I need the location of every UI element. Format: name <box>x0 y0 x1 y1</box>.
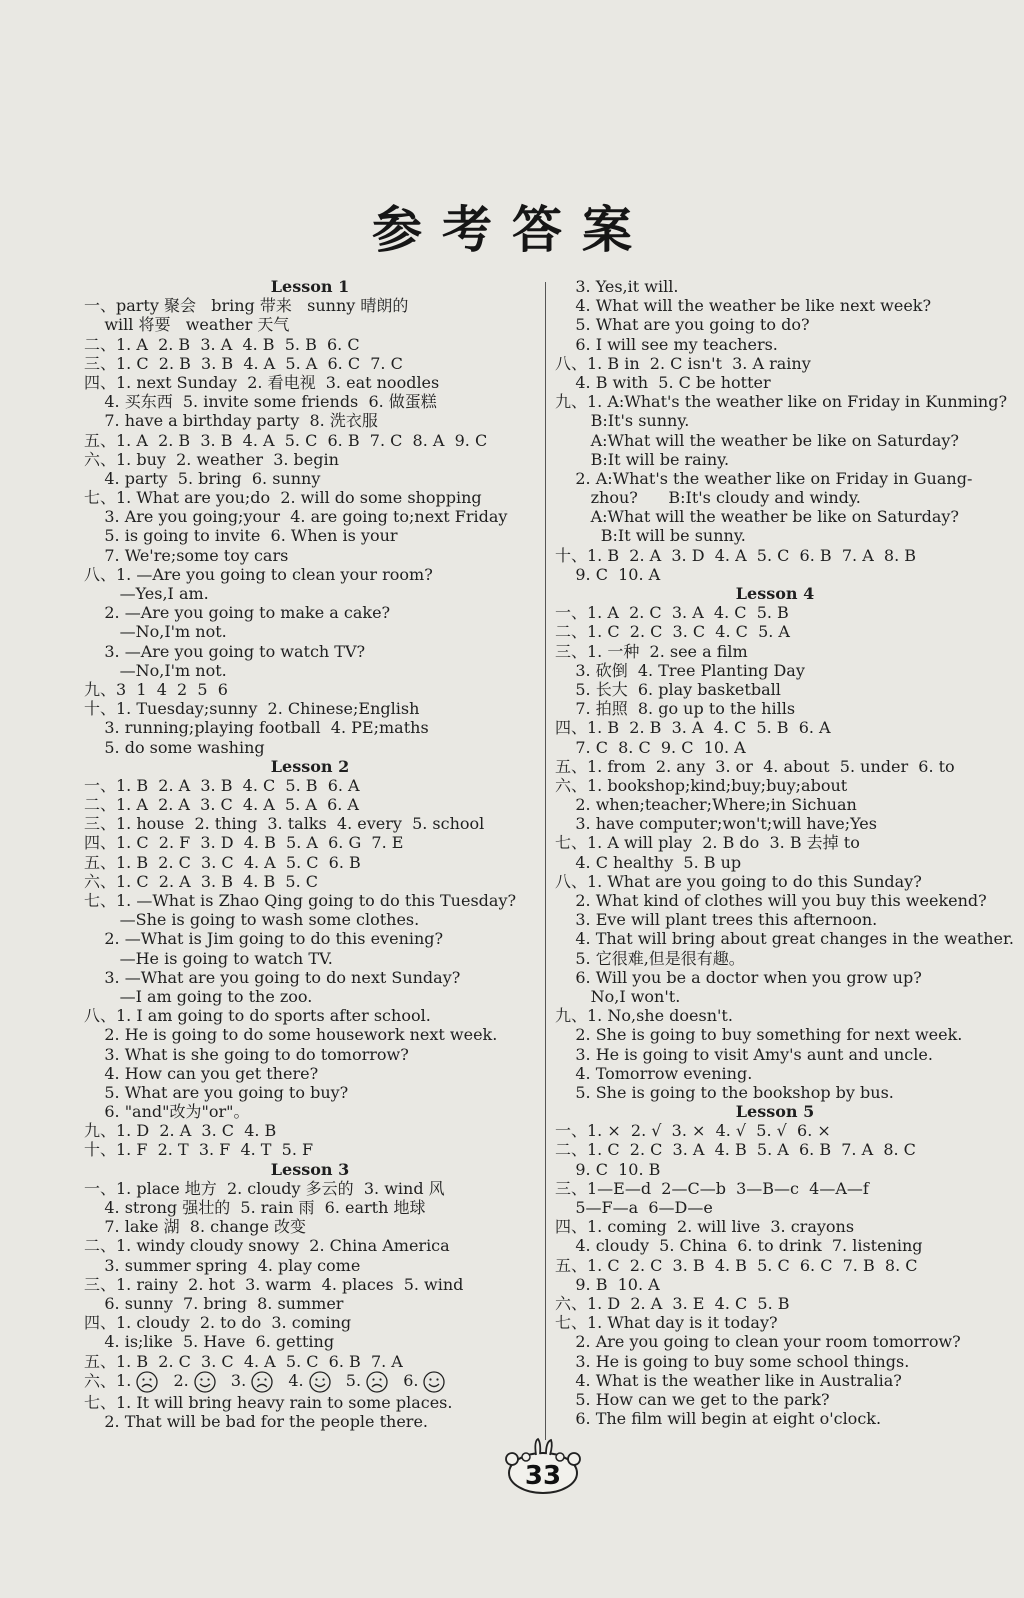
page-number-badge <box>498 1437 588 1497</box>
answer-line: 6. "and"改为"or"。 <box>84 1102 250 1122</box>
answer-line: 4. B with 5. C be hotter <box>555 372 771 392</box>
answer-line: 十、1. B 2. A 3. D 4. A 5. C 6. B 7. A 8. B <box>555 545 917 565</box>
answer-line: 2. He is going to do some housework next week. <box>84 1025 498 1045</box>
answer-line: 7. C 8. C 9. C 10. A <box>555 737 746 757</box>
answer-line: —No,I'm not. <box>84 622 227 642</box>
answer-line: 四、1. C 2. F 3. D 4. B 5. A 6. G 7. E <box>84 833 404 853</box>
sad-face-icon <box>133 1371 161 1393</box>
answer-line: 八、1. I am going to do sports after school. <box>84 1006 431 1026</box>
left-column <box>84 277 536 1431</box>
answer-line: B:It will be sunny. <box>555 526 746 546</box>
answer-line: 4. 买东西 5. invite some friends 6. 做蛋糕 <box>84 392 437 412</box>
answer-line: A:What will the weather be like on Saturday? <box>555 507 959 527</box>
answer-line: B:It's sunny. <box>555 411 690 431</box>
sad-face-icon <box>248 1371 276 1393</box>
answer-line: —Yes,I am. <box>84 584 209 603</box>
lesson-3-continued-answers <box>555 277 1008 584</box>
answer-line: 9. B 10. A <box>555 1274 660 1294</box>
answer-line: 十、1. F 2. T 3. F 4. T 5. F <box>84 1140 314 1160</box>
answer-line: 9. C 10. A <box>555 564 661 584</box>
answer-line: 4. That will bring about great changes in the weather. <box>555 929 1014 949</box>
answer-line: 7. We're;some toy cars <box>84 545 289 565</box>
answer-line: 5. do some washing <box>84 737 265 757</box>
answer-line: 3. 砍倒 4. Tree Planting Day <box>555 660 805 680</box>
answer-line: 三、1. house 2. thing 3. talks 4. every 5. school <box>84 814 485 834</box>
face-number: 6. <box>403 1371 419 1391</box>
face-number: 1. <box>116 1371 132 1391</box>
answer-line: 5—F—a 6—D—e <box>555 1198 713 1217</box>
lesson-3-answers-tail <box>84 1393 536 1431</box>
answer-line: 3. summer spring 4. play come <box>84 1255 361 1275</box>
answer-line: 六、1. bookshop;kind;buy;buy;about <box>555 775 848 795</box>
answer-line: A:What will the weather be like on Saturday? <box>555 430 959 450</box>
answer-line: 七、1. What day is it today? <box>555 1313 778 1333</box>
answer-line: 五、1. B 2. C 3. C 4. A 5. C 6. B 7. A <box>84 1351 403 1371</box>
page-number: 33 <box>524 1461 562 1491</box>
answer-line: 6. Will you be a doctor when you grow up? <box>555 967 922 987</box>
answer-line: 九、3 1 4 2 5 6 <box>84 679 228 699</box>
lesson-3-title: Lesson 3 <box>270 1159 350 1179</box>
smiley-face-icon <box>306 1371 334 1393</box>
answer-line: 二、1. A 2. A 3. C 4. A 5. A 6. A <box>84 795 359 815</box>
right-column <box>555 277 1014 1429</box>
answer-line: 5. She is going to the bookshop by bus. <box>555 1082 894 1102</box>
answer-line: 2. She is going to buy something for next week. <box>555 1025 963 1045</box>
page-title: 参考答案 <box>372 200 652 259</box>
lesson-1-title: Lesson 1 <box>270 277 350 296</box>
answer-line: —She is going to wash some clothes. <box>84 910 420 930</box>
answer-line: 3. He is going to buy some school things. <box>555 1351 910 1371</box>
answer-line: 3. What is she going to do tomorrow? <box>84 1044 409 1064</box>
answer-line: 3. Eve will plant trees this afternoon. <box>555 910 878 930</box>
lesson-3-answers <box>84 1179 536 1371</box>
answer-line: 4. cloudy 5. China 6. to drink 7. listening <box>555 1236 923 1256</box>
answer-line: 5. 它很难,但是很有趣。 <box>555 948 745 968</box>
answer-line: 三、1. rainy 2. hot 3. warm 4. places 5. wind <box>84 1274 464 1294</box>
answer-line: 四、1. coming 2. will live 3. crayons <box>555 1217 855 1237</box>
answer-line: 五、1. C 2. C 3. B 4. B 5. C 6. C 7. B 8. C <box>555 1255 918 1275</box>
answer-line: 3. have computer;won't;will have;Yes <box>555 814 877 834</box>
answer-line: 2. —What is Jim going to do this evening? <box>84 929 444 949</box>
answer-line: will 将要 weather 天气 <box>84 315 290 335</box>
face-number: 2. <box>173 1371 189 1391</box>
answer-line: 7. 拍照 8. go up to the hills <box>555 699 796 719</box>
answer-line: 七、1. A will play 2. B do 3. B 去掉 to <box>555 833 860 853</box>
answer-line: 6. sunny 7. bring 8. summer <box>84 1293 344 1313</box>
answer-line: 5. is going to invite 6. When is your <box>84 526 398 546</box>
answer-line: 3. He is going to visit Amy's aunt and uncle. <box>555 1044 933 1064</box>
answer-line: 三、1—E—d 2—C—b 3—B—c 4—A—f <box>555 1178 869 1198</box>
answer-line: 4. What is the weather like in Australia? <box>555 1370 902 1390</box>
answer-line: 5. How can we get to the park? <box>555 1389 830 1409</box>
answer-line: 六、1. C 2. A 3. B 4. B 5. C <box>84 871 319 891</box>
answer-line: 十、1. Tuesday;sunny 2. Chinese;English <box>84 699 420 719</box>
sad-face-icon <box>363 1371 391 1393</box>
answer-line: 9. C 10. B <box>555 1159 661 1179</box>
answer-line: 7. lake 湖 8. change 改变 <box>84 1217 307 1237</box>
answer-line: 六、1. buy 2. weather 3. begin <box>84 449 339 469</box>
answer-line: 3. —What are you going to do next Sunday? <box>84 967 461 987</box>
answer-line: 2. Are you going to clean your room tomorrow? <box>555 1332 961 1352</box>
answer-line: 2. What kind of clothes will you buy this weekend? <box>555 891 987 910</box>
lesson-3-faces-row <box>84 1371 536 1393</box>
answer-line: 3. Yes,it will. <box>555 277 679 296</box>
answer-line: —No,I'm not. <box>84 660 227 680</box>
answer-line: 九、1. A:What's the weather like on Friday in Kunming? <box>555 392 1008 412</box>
answer-line: 二、1. A 2. B 3. A 4. B 5. B 6. C <box>84 334 360 354</box>
answer-line: 二、1. windy cloudy snowy 2. China America <box>84 1236 450 1256</box>
answer-line: 2. That will be bad for the people there. <box>84 1411 429 1431</box>
answer-line: 6. The film will begin at eight o'clock. <box>555 1409 882 1429</box>
lesson-1-answers <box>84 296 536 757</box>
answer-line: 五、1. A 2. B 3. B 4. A 5. C 6. B 7. C 8. A 9. C <box>84 430 488 450</box>
answer-line: 四、1. next Sunday 2. 看电视 3. eat noodles <box>84 372 440 392</box>
answer-line: No,I won't. <box>555 986 681 1006</box>
answer-line: 五、1. from 2. any 3. or 4. about 5. under 6. to <box>555 756 955 776</box>
answer-line: 2. when;teacher;Where;in Sichuan <box>555 795 857 815</box>
answer-line: 五、1. B 2. C 3. C 4. A 5. C 6. B <box>84 852 361 872</box>
answer-line: 九、1. D 2. A 3. C 4. B <box>84 1121 277 1141</box>
lesson-2-answers <box>84 776 536 1160</box>
answer-line: 一、1. place 地方 2. cloudy 多云的 3. wind 风 <box>84 1178 445 1198</box>
answer-line: 3. Are you going;your 4. are going to;next Friday <box>84 507 508 527</box>
answer-line: 4. What will the weather be like next week? <box>555 296 932 316</box>
answer-line: 4. C healthy 5. B up <box>555 852 742 872</box>
answer-line: 一、1. × 2. √ 3. × 4. √ 5. √ 6. × <box>555 1121 831 1141</box>
answer-line: 5. What are you going to buy? <box>84 1082 349 1102</box>
answer-line: 九、1. No,she doesn't. <box>555 1006 733 1026</box>
answer-line: 7. have a birthday party 8. 洗衣服 <box>84 411 378 431</box>
face-number: 5. <box>345 1371 362 1391</box>
answer-line: 四、1. cloudy 2. to do 3. coming <box>84 1313 352 1333</box>
answer-line: 4. strong 强壮的 5. rain 雨 6. earth 地球 <box>84 1198 426 1217</box>
lesson-4-title: Lesson 4 <box>735 584 815 603</box>
answer-line: 七、1. What are you;do 2. will do some shopping <box>84 488 482 508</box>
lesson-5-answers <box>555 1121 995 1428</box>
answer-line: 3. running;playing football 4. PE;maths <box>84 718 429 738</box>
smiley-face-icon <box>420 1371 448 1393</box>
answer-line: 一、party 聚会 bring 带来 sunny 晴朗的 <box>84 296 409 316</box>
answer-line: —I am going to the zoo. <box>84 986 313 1006</box>
answer-line: 5. What are you going to do? <box>555 315 810 335</box>
answer-line: 八、1. B in 2. C isn't 3. A rainy <box>555 353 811 373</box>
answer-line: 七、1. It will bring heavy rain to some places. <box>84 1392 453 1412</box>
answer-line: 八、1. —Are you going to clean your room? <box>84 564 433 584</box>
face-number: 3. <box>230 1371 247 1391</box>
answer-line: 二、1. C 2. C 3. C 4. C 5. A <box>555 622 790 642</box>
answer-line: —He is going to watch TV. <box>84 948 333 968</box>
answer-line: zhou? B:It's cloudy and windy. <box>555 488 861 508</box>
faces-prefix: 六、 <box>84 1371 117 1391</box>
answer-line: 六、1. D 2. A 3. E 4. C 5. B <box>555 1293 790 1313</box>
answer-line: 三、1. C 2. B 3. B 4. A 5. A 6. C 7. C <box>84 353 403 373</box>
answer-line: 一、1. A 2. C 3. A 4. C 5. B <box>555 603 789 623</box>
answer-line: 6. I will see my teachers. <box>555 334 778 354</box>
answer-line: 八、1. What are you going to do this Sunday? <box>555 871 922 891</box>
answer-line: 一、1. B 2. A 3. B 4. C 5. B 6. A <box>84 775 360 795</box>
answer-line: 四、1. B 2. B 3. A 4. C 5. B 6. A <box>555 718 831 738</box>
face-number: 4. <box>288 1371 304 1391</box>
answer-line: 三、1. 一种 2. see a film <box>555 641 748 661</box>
column-divider <box>545 282 546 1440</box>
answer-line: 4. is;like 5. Have 6. getting <box>84 1332 335 1352</box>
smiley-face-icon <box>191 1371 219 1393</box>
answer-line: 3. —Are you going to watch TV? <box>84 641 366 661</box>
lesson-2-title: Lesson 2 <box>270 756 350 776</box>
answer-line: B:It will be rainy. <box>555 449 730 469</box>
answer-line: 二、1. C 2. C 3. A 4. B 5. A 6. B 7. A 8. C <box>555 1140 916 1160</box>
lesson-4-answers <box>555 603 1014 1102</box>
answer-line: 七、1. —What is Zhao Qing going to do this Tuesday? <box>84 891 517 910</box>
answer-line: 4. Tomorrow evening. <box>555 1063 753 1083</box>
answer-line: 2. —Are you going to make a cake? <box>84 603 391 623</box>
answer-line: 4. How can you get there? <box>84 1063 319 1083</box>
answer-line: 5. 长大 6. play basketball <box>555 679 781 699</box>
answer-line: 2. A:What's the weather like on Friday in Guang- <box>555 468 973 488</box>
answer-line: 4. party 5. bring 6. sunny <box>84 468 321 488</box>
lesson-5-title: Lesson 5 <box>735 1102 815 1122</box>
